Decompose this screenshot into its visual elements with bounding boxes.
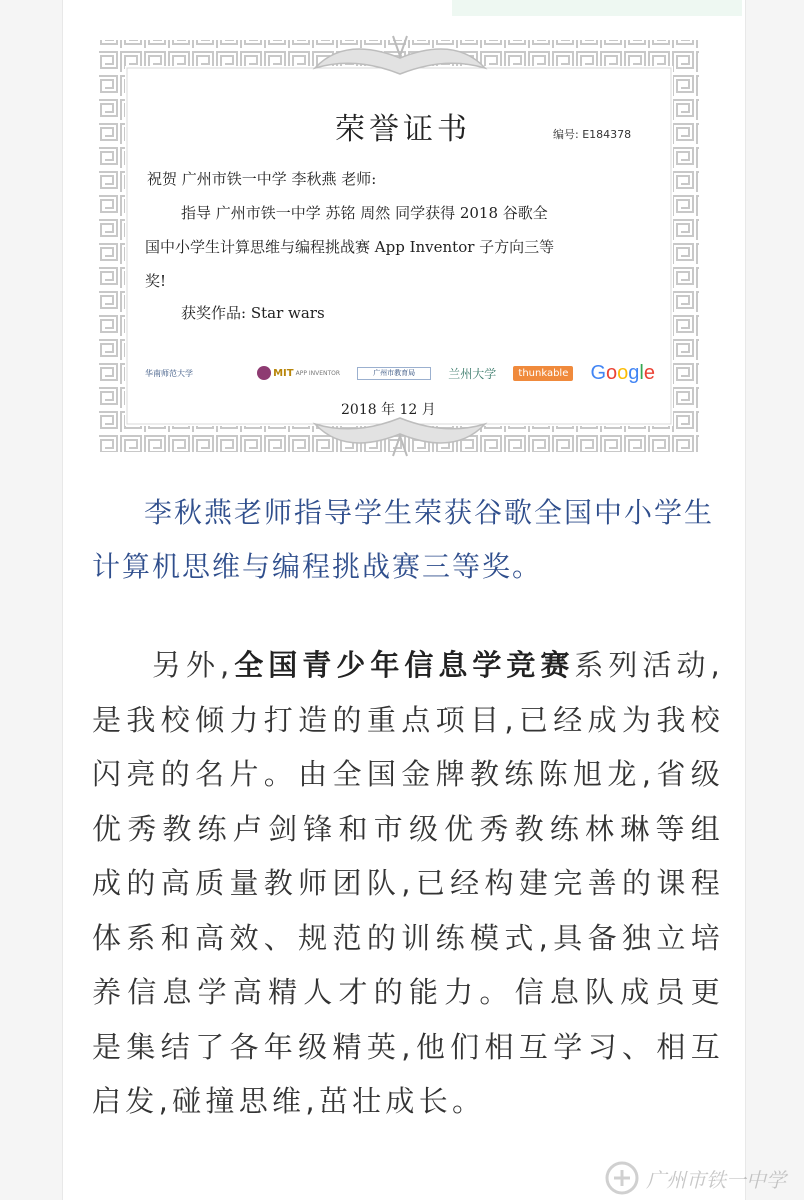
google-letter: e [643, 361, 655, 384]
image-caption: 李秋燕老师指导学生荣获谷歌全国中小学生计算机思维与编程挑战赛三等奖。 [92, 496, 715, 583]
lanzhou-logo: 兰州大学 [448, 366, 497, 381]
mit-logo-text: MIT [273, 367, 294, 379]
certificate-line-4: 奖! [145, 272, 167, 290]
certificate-image [95, 26, 705, 466]
mit-logo [257, 366, 340, 380]
thunkable-logo: thunkable [513, 366, 573, 381]
mit-logo-sub: APP INVENTOR [295, 369, 341, 377]
guangzhou-logo: 广州市教育局 [357, 367, 431, 380]
google-letter: g [628, 361, 640, 384]
school-watermark [604, 1158, 800, 1198]
paragraph-prefix: 另外, [152, 648, 234, 682]
certificate-date: 2018 年 12 月 [341, 402, 436, 418]
watermark-text: 广州市铁一中学 [646, 1167, 786, 1192]
mit-hex-icon [257, 366, 271, 380]
google-letter: l [639, 361, 644, 384]
article-paragraph [92, 638, 724, 1129]
paragraph-rest: 系列活动,是我校倾力打造的重点项目,已经成为我校闪亮的名片。由全国金牌教练陈旭龙,省级优秀教练卢剑锋和市级优秀教练林琳等组成的高质量教师团队,已经构建完善的课程体系和高效、规范的训练模式,具备独立培养信息学高精人才的能力。信息队成员更是集结了各年级精英,他们相互学习、相互启发,碰撞思维,茁壮成长。 [92, 648, 724, 1118]
certificate-line-3: 国中小学生计算思维与编程挑战赛 App Inventor 子方向三等 [145, 238, 555, 256]
certificate-title: 荣誉证书 [335, 112, 471, 147]
certificate-line-2: 指导 广州市铁一中学 苏铭 周然 同学获得 2018 谷歌全 [181, 204, 548, 222]
google-letter: o [606, 361, 618, 384]
university-logo: 华南师范大学 [145, 368, 193, 378]
google-logo [590, 362, 655, 385]
sponsor-logos [145, 358, 655, 388]
competition-highlight: 全国青少年信息学竞赛 [233, 648, 575, 682]
certificate-number: 编号: E184378 [553, 128, 632, 141]
google-letter: G [590, 361, 607, 384]
top-strip [452, 0, 742, 16]
school-emblem-icon [604, 1160, 640, 1196]
certificate-line-1: 祝贺 广州市铁一中学 李秋燕 老师: [147, 170, 377, 188]
google-letter: o [617, 361, 629, 384]
certificate-line-5: 获奖作品: Star wars [181, 304, 325, 322]
